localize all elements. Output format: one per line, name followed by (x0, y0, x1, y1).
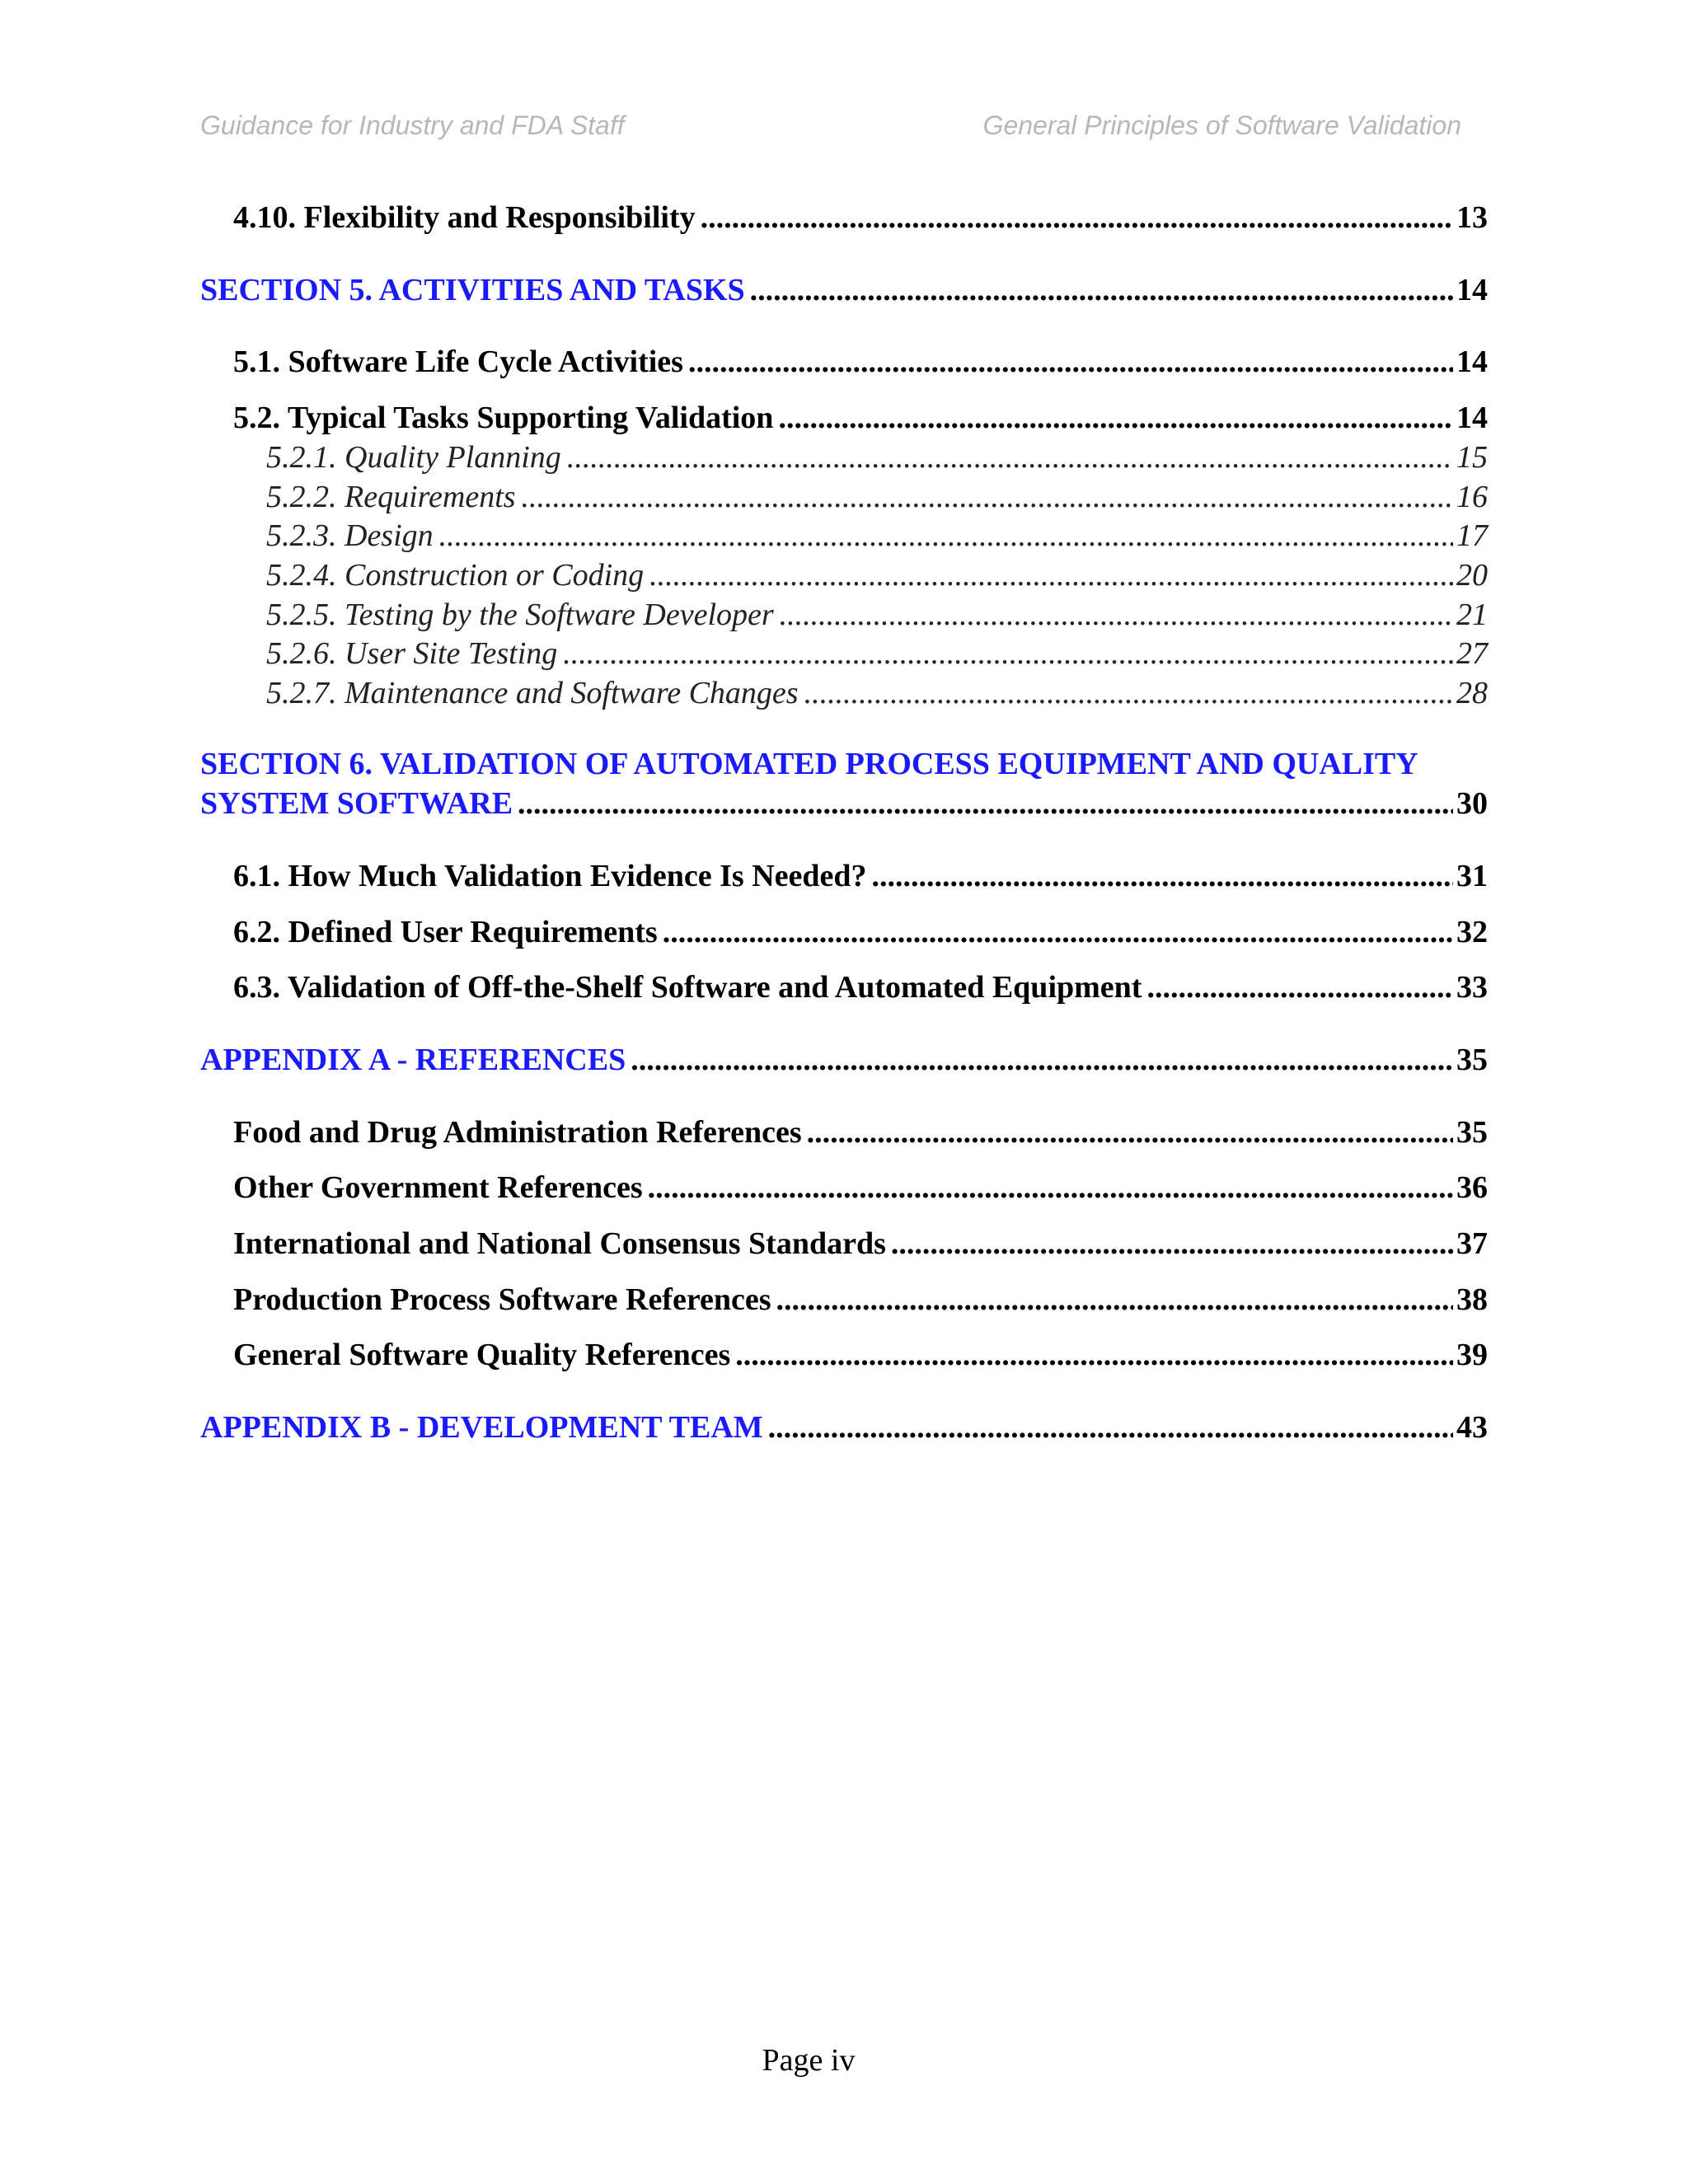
toc-section-title-line1[interactable]: SECTION 6. VALIDATION OF AUTOMATED PROCESS EQUIPMENT AND QUALITY (200, 747, 1418, 781)
toc-entry-title: 5.2.4. Construction or Coding (266, 558, 645, 593)
toc-entry[interactable] (233, 199, 1488, 236)
toc-entry-title: SECTION 5. ACTIVITIES AND TASKS (200, 273, 745, 307)
toc-entry-title: 5.2.7. Maintenance and Software Changes (266, 676, 799, 710)
toc-page-number: 31 (1456, 859, 1488, 893)
toc-page-number: 28 (1456, 676, 1488, 710)
toc-entry[interactable] (233, 1169, 1488, 1206)
toc-page-number: 20 (1456, 558, 1488, 593)
toc-page-number: 15 (1456, 440, 1488, 475)
toc-leader (518, 785, 1453, 822)
toc-page-number: 16 (1456, 480, 1488, 514)
toc-leader (750, 272, 1453, 308)
toc-entry-title: 5.2.3. Design (266, 518, 434, 553)
toc-subentry[interactable] (266, 518, 1488, 554)
toc-leader (701, 199, 1453, 236)
toc-page-number: 33 (1456, 970, 1488, 1005)
toc-page-number: 35 (1456, 1043, 1488, 1077)
toc-section-entry[interactable] (200, 785, 1488, 822)
toc-entry[interactable] (233, 858, 1488, 894)
toc-page-number: 35 (1456, 1115, 1488, 1150)
toc-leader (779, 597, 1453, 633)
toc-leader (688, 344, 1453, 380)
header-left: Guidance for Industry and FDA Staff (200, 110, 625, 140)
toc-entry-title: 5.2.5. Testing by the Software Developer (266, 598, 774, 632)
toc-page-number: 37 (1456, 1226, 1488, 1261)
toc-entry[interactable] (233, 1282, 1488, 1318)
toc-entry-title: 6.2. Defined User Requirements (233, 915, 658, 949)
toc-entry[interactable] (233, 1337, 1488, 1373)
page-number-footer: Page iv (762, 2043, 856, 2078)
toc-entry-title: 4.10. Flexibility and Responsibility (233, 200, 696, 235)
toc-subentry[interactable] (266, 479, 1488, 515)
toc-page-number: 14 (1456, 344, 1488, 379)
toc-leader (631, 1042, 1453, 1078)
toc-entry[interactable] (233, 344, 1488, 380)
toc-leader (804, 675, 1453, 711)
toc-entry-title: International and National Consensus Standards (233, 1226, 886, 1261)
toc-entry[interactable] (233, 914, 1488, 950)
toc-page-number: 14 (1456, 273, 1488, 307)
toc-leader (1146, 969, 1453, 1005)
toc-entry-title: Other Government References (233, 1170, 643, 1205)
toc-entry-title: 6.1. How Much Validation Evidence Is Needed? (233, 859, 867, 893)
toc-entry-title: General Software Quality References (233, 1338, 731, 1372)
toc-leader (768, 1409, 1453, 1446)
toc-page-number: 39 (1456, 1338, 1488, 1372)
toc-entry[interactable] (233, 1226, 1488, 1262)
toc-entry-title: Food and Drug Administration References (233, 1115, 802, 1150)
toc-subentry[interactable] (266, 439, 1488, 476)
toc-leader (521, 479, 1453, 515)
toc-subentry[interactable] (266, 557, 1488, 593)
toc-page-number: 38 (1456, 1282, 1488, 1317)
running-header (200, 110, 1461, 143)
toc-subentry[interactable] (266, 597, 1488, 633)
toc-subentry[interactable] (266, 635, 1488, 672)
toc-leader (648, 1169, 1453, 1206)
toc-entry-title: 5.2. Typical Tasks Supporting Validation (233, 401, 774, 435)
toc-page-number: 14 (1456, 401, 1488, 435)
toc-page-number: 21 (1456, 598, 1488, 632)
toc-page-number: 32 (1456, 915, 1488, 949)
toc-leader (649, 557, 1453, 593)
toc-entry-title: 5.2.2. Requirements (266, 480, 516, 514)
toc-leader (566, 439, 1453, 476)
toc-leader (776, 1282, 1453, 1318)
toc-section-entry[interactable] (200, 1409, 1488, 1446)
header-right: General Principles of Software Validation (982, 110, 1461, 140)
toc-entry-title: Production Process Software References (233, 1282, 771, 1317)
toc-page-number: 30 (1456, 786, 1488, 821)
toc-entry-title: APPENDIX B - DEVELOPMENT TEAM (200, 1410, 763, 1445)
toc-leader (562, 635, 1453, 672)
toc-page-number: 13 (1456, 200, 1488, 235)
toc-section-entry[interactable] (200, 1042, 1488, 1078)
toc-leader (663, 914, 1453, 950)
toc-page-number: 43 (1456, 1410, 1488, 1445)
toc-subentry[interactable] (266, 675, 1488, 711)
toc-leader (778, 400, 1453, 436)
toc-entry[interactable] (233, 400, 1488, 436)
toc-entry-title: APPENDIX A - REFERENCES (200, 1043, 626, 1077)
toc-entry-title: 5.2.6. User Site Testing (266, 636, 558, 671)
toc-leader (807, 1114, 1453, 1151)
toc-entry[interactable] (233, 1114, 1488, 1151)
toc-page-number: 36 (1456, 1170, 1488, 1205)
toc-entry[interactable] (233, 969, 1488, 1005)
toc-entry-title: 5.2.1. Quality Planning (266, 440, 561, 475)
toc-section-entry[interactable] (200, 272, 1488, 308)
toc-entry-title: 5.1. Software Life Cycle Activities (233, 344, 683, 379)
toc-leader (891, 1226, 1453, 1262)
toc-entry-title: 6.3. Validation of Off-the-Shelf Software and Automated Equipment (233, 970, 1142, 1005)
toc-entry-title: SYSTEM SOFTWARE (200, 786, 513, 821)
toc-leader (438, 518, 1453, 554)
toc-leader (872, 858, 1453, 894)
toc-page-number: 27 (1456, 636, 1488, 671)
toc-page-number: 17 (1456, 518, 1488, 553)
toc-leader (735, 1337, 1453, 1373)
